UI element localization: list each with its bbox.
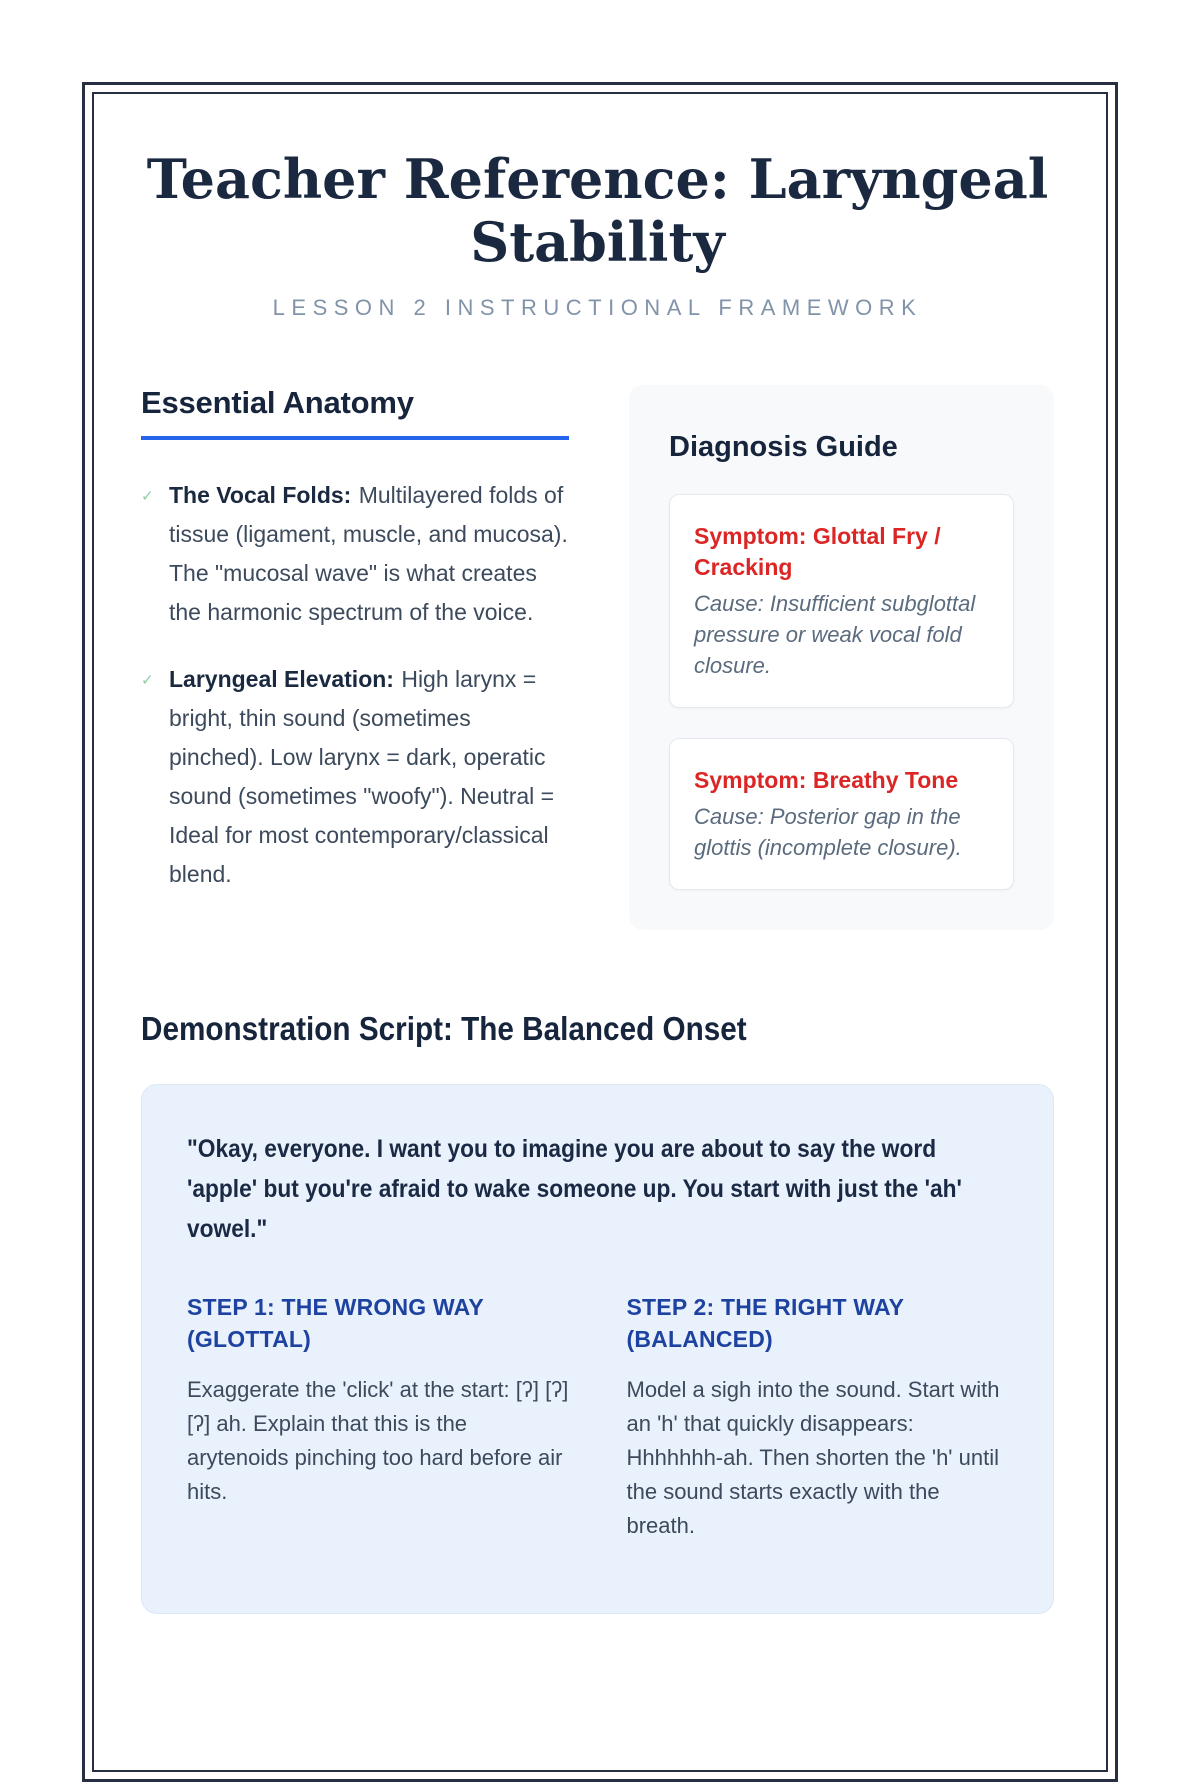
symptom-title: Symptom: Glottal Fry / Cracking [694, 523, 941, 581]
check-icon: ✓ [141, 488, 154, 506]
list-item [141, 660, 569, 894]
page-title: Teacher Reference: Laryngeal Stability [146, 147, 1049, 274]
script-quote-wrap [187, 1129, 1008, 1249]
essential-anatomy-heading: Essential Anatomy [141, 385, 569, 440]
cause-text: Cause: Posterior gap in the glottis (incomplete closure). [694, 804, 962, 861]
script-quote: "Okay, everyone. I want you to imagine you are about to say the word 'apple' but you're afraid to wake someone up. You start with just the 'ah' vowel." [187, 1135, 962, 1244]
bullet-term: Laryngeal Elevation: [169, 666, 394, 693]
bullet-text: High larynx = bright, thin sound (sometimes pinched). Low larynx = dark, operatic sound (sometimes "woofy"). Neutral = Ideal for most contemporary/classical blend. [169, 666, 555, 888]
check-icon: ✓ [141, 672, 154, 690]
essential-anatomy-section [141, 385, 569, 930]
list-item [141, 476, 569, 632]
cause-text: Cause: Insufficient subglottal pressure or weak vocal fold closure. [694, 591, 976, 679]
symptom-card [669, 494, 1014, 708]
bullet-term: The Vocal Folds: [169, 482, 352, 509]
anatomy-diagnosis-row [141, 385, 1054, 930]
page-border-inner [92, 92, 1108, 1772]
step-2-column [627, 1291, 1009, 1543]
document-header [141, 148, 1054, 321]
bullet-text: Multilayered folds of tissue (ligament, muscle, and mucosa). The "mucosal wave" is what creates the harmonic spectrum of the voice. [169, 482, 568, 626]
symptom-title: Symptom: Breathy Tone [694, 767, 959, 794]
symptom-card [669, 738, 1014, 890]
page-border-outer [82, 82, 1118, 1782]
step-title: STEP 2: THE RIGHT WAY (BALANCED) [626, 1294, 904, 1353]
step-body: Model a sigh into the sound. Start with an 'h' that quickly disappears: Hhhhhhh-ah. Then shorten the 'h' until the sound starts exactly with the breath. [626, 1377, 1000, 1539]
page-subtitle: LESSON 2 INSTRUCTIONAL FRAMEWORK [272, 295, 923, 321]
diagnosis-guide-heading: Diagnosis Guide [669, 431, 898, 464]
step-1-column [187, 1291, 569, 1543]
script-box [141, 1084, 1054, 1614]
step-body: Exaggerate the 'click' at the start: [ʔ] [ʔ] [ʔ] ah. Explain that this is the arytenoids pinching too hard before air hits. [187, 1377, 569, 1505]
script-steps-row [187, 1291, 1008, 1543]
step-title: STEP 1: THE WRONG WAY (GLOTTAL) [187, 1294, 484, 1353]
anatomy-bullet-list [141, 476, 569, 894]
diagnosis-guide-panel [629, 385, 1054, 930]
demonstration-script-heading: Demonstration Script: The Balanced Onset [141, 1010, 747, 1048]
